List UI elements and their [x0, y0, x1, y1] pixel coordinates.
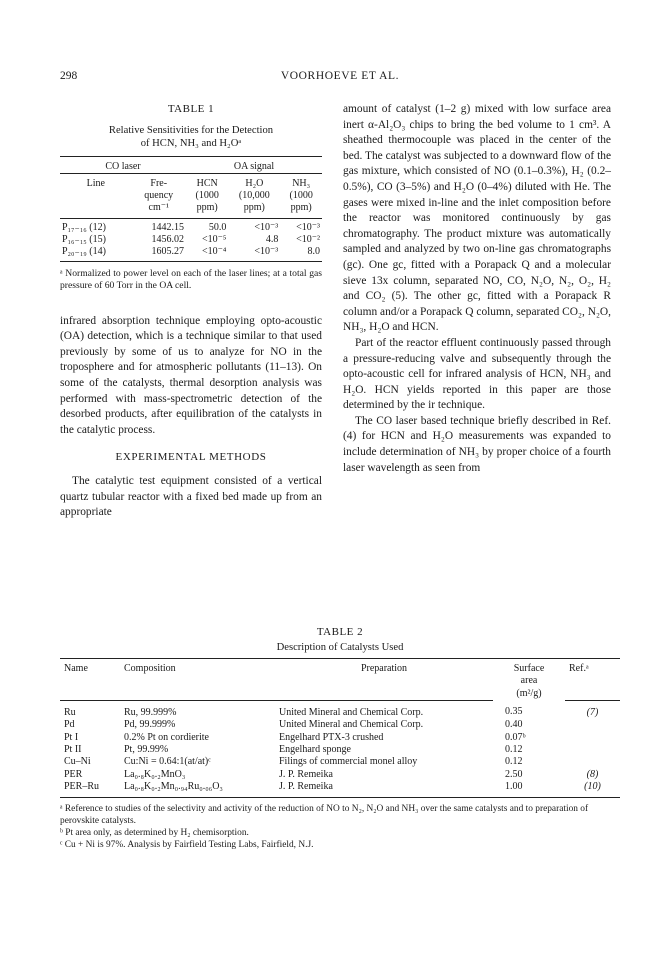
cell-ref — [565, 719, 620, 731]
cell-composition: Cu:Ni = 0.64:1(at/at)ᶜ — [124, 756, 211, 768]
table-row — [60, 246, 322, 262]
cell-composition: La₀.₈K₀.₂Mn₀.₉₄Ru₀.₀₆O₃ — [120, 781, 275, 797]
col-header-line: Line — [86, 177, 105, 189]
cell-ref: (7) — [586, 706, 599, 718]
col-header-ref: Ref.ᵃ — [565, 659, 620, 692]
table-row — [60, 700, 620, 719]
table-2-footnote-b: ᵇ Pt area only, as determined by H₂ chemisorption. — [60, 827, 249, 838]
table-1-grid — [60, 156, 322, 262]
cell-area: 0.40 — [505, 719, 523, 731]
page-number: 298 — [60, 70, 78, 82]
cell-preparation: Engelhard sponge — [279, 743, 351, 755]
cell-area: 0.07ᵇ — [505, 731, 526, 743]
cell-composition: Pd, 99.999% — [124, 719, 176, 731]
cell-line: P₁₆₋₁₅ (15) — [62, 233, 106, 245]
cell-ref — [565, 756, 620, 768]
cell-composition: Pt, 99.99% — [124, 743, 169, 755]
table-2 — [60, 626, 620, 851]
body-paragraph: The CO laser based technique briefly described in Ref. (4) for HCN and H₂O measurements was expanded to include determination of NH₃ by proper choice of a fourth laser wavelength as seen from — [343, 414, 611, 474]
table-row — [60, 218, 322, 234]
body-paragraph: Part of the reactor effluent continuously passed through a pressure-reducing valve and subsequently through the opto-acoustic cell for infrared analysis of HCN, NH₃ and H₂O. HCN yields reported in this paper are those determined by the ir technique. — [343, 336, 611, 412]
cell-preparation: United Mineral and Chemical Corp. — [279, 719, 424, 731]
cell-name: PER–Ru — [60, 781, 120, 797]
cell-frequency: 1442.15 — [132, 218, 186, 234]
table-1-label: TABLE 1 — [167, 103, 215, 115]
col-header-name: Name — [60, 659, 120, 692]
table-1 — [60, 102, 322, 292]
cell-composition: 0.2% Pt on cordierite — [124, 731, 209, 743]
cell-h2o: <10⁻³ — [228, 246, 280, 262]
table-row — [60, 781, 620, 797]
cell-name: Cu–Ni — [64, 756, 91, 768]
cell-name: Pt I — [64, 731, 79, 743]
cell-h2o: 4.8 — [265, 233, 279, 245]
cell-frequency: 1605.27 — [132, 246, 186, 262]
cell-nh3: <10⁻² — [296, 233, 320, 245]
cell-composition: La₀.₈K₀.₂MnO₃ — [124, 768, 186, 780]
table-1-footnote: ᵃ Normalized to power level on each of the laser lines; at a total gas pressure of 60 Torr in the OA cell. — [60, 267, 322, 291]
cell-name: Pd — [64, 719, 75, 731]
cell-area: 2.50 — [505, 768, 523, 780]
table-row — [60, 732, 620, 744]
running-head: VOORHOEVE ET AL. — [280, 70, 400, 82]
col-header-preparation: Preparation — [275, 659, 493, 692]
table-row — [60, 769, 620, 781]
cell-area: 0.35 — [505, 706, 523, 718]
cell-preparation: J. P. Remeika — [275, 781, 493, 797]
group-header-oa-signal: OA signal — [186, 156, 322, 173]
table-2-footnote-a: ᵃ Reference to studies of the selectivity and activity of the reduction of NO to N₂, N₂O and NH₃ over the same catalysts and to preparation of perovskite catalysts. — [60, 803, 589, 826]
table-2-label: TABLE 2 — [316, 626, 364, 638]
cell-preparation: United Mineral and Chemical Corp. — [279, 706, 424, 718]
cell-ref: (8) — [586, 768, 599, 780]
cell-hcn: 50.0 — [186, 218, 228, 234]
cell-name: PER — [64, 768, 83, 780]
col-header-h2o: H₂O (10,000 ppm) — [238, 177, 270, 213]
cell-nh3: <10⁻³ — [280, 218, 322, 234]
col-header-frequency: Fre- quency cm⁻¹ — [144, 177, 174, 213]
body-paragraph: The catalytic test equipment consisted of a vertical quartz tubular reactor with a fixed bed made up from an appropriate — [60, 474, 322, 519]
cell-area: 0.12 — [505, 756, 523, 768]
cell-frequency: 1456.02 — [151, 233, 184, 245]
cell-ref — [565, 744, 620, 756]
col-header-surface-area: Surface area (m²/g) — [493, 659, 565, 701]
table-row — [60, 719, 620, 731]
left-column — [60, 102, 322, 521]
table-row — [60, 234, 322, 246]
col-header-composition: Composition — [120, 659, 275, 692]
cell-area: 1.00 — [493, 781, 565, 797]
col-header-hcn: HCN (1000 ppm) — [195, 177, 219, 213]
table-row — [60, 756, 620, 768]
table-1-caption-line-1: Relative Sensitivities for the Detection — [108, 124, 274, 136]
cell-preparation: J. P. Remeika — [279, 768, 333, 780]
cell-nh3: 8.0 — [280, 246, 322, 262]
cell-hcn: <10⁻⁴ — [186, 246, 228, 262]
cell-ref — [565, 732, 620, 744]
table-1-caption — [60, 124, 322, 150]
cell-ref: (10) — [565, 781, 620, 797]
cell-name: Pt II — [64, 743, 82, 755]
page-header — [60, 70, 620, 86]
cell-preparation: Engelhard PTX-3 crushed — [279, 731, 384, 743]
cell-line: P₁₇₋₁₆ (12) — [60, 218, 132, 234]
right-column — [343, 102, 611, 476]
cell-composition: Ru, 99.999% — [124, 706, 177, 718]
cell-line: P₂₀₋₁₉ (14) — [60, 246, 132, 262]
table-row — [60, 744, 620, 756]
cell-preparation: Filings of commercial monel alloy — [279, 756, 418, 768]
table-2-footnote-c: ᶜ Cu + Ni is 97%. Analysis by Fairfield Testing Labs, Fairfield, N.J. — [60, 839, 314, 850]
cell-hcn: <10⁻⁵ — [201, 233, 227, 245]
cell-area: 0.12 — [505, 743, 523, 755]
body-paragraph: infrared absorption technique employing opto-acoustic (OA) detection, which is a technique similar to that used previously by some of us to analyze for NO in the troposphere and for atmospheric pollutants (11–13). On some of the catalysts, thermal desorption analysis was performed with mass-spectrometric detection of the desorbed products, after equilibration of the catalysts in the catalytic process. — [60, 314, 322, 436]
group-header-co-laser: CO laser — [60, 156, 186, 173]
table-2-footnotes — [60, 803, 620, 851]
body-paragraph: amount of catalyst (1–2 g) mixed with low surface area inert α-Al₂O₃ chips to bring the bed volume to 1 cm³. A sheathed thermocouple was placed in the center of the bed. The catalyst was subjected to a downward flow of the gas mixture, which consisted of NO (0.1–0.3%), H₂ (0.2–0.5%), CO (3–5%) and H₂O (0–4%) diluted with He. The gases were mixed in-line and the inlet composition before the reactor was monitored continuously by gas chromatography. The product mixture was automatically sampled and analyzed by two on-line gas chromatographs (gc). One gc, fitted with a Porapack Q and a molecular sieve 13x column, separated NO, CO, N₂O, N₂, O₂, H₂ and CO₂ (5). The other gc, fitted with a Porapack R column and/or a Porapack Q column, separated CO₂, N₂O, NH₃, H₂O and HCN. — [343, 103, 611, 334]
col-header-nh3: NH₃ (1000 ppm) — [289, 177, 313, 213]
cell-h2o: <10⁻³ — [228, 218, 280, 234]
table-2-grid — [60, 658, 620, 798]
section-heading: EXPERIMENTAL METHODS — [115, 451, 267, 464]
table-2-caption: Description of Catalysts Used — [276, 642, 404, 653]
table-1-caption-line-2: of HCN, NH₃ and H₂Oᵃ — [140, 137, 242, 149]
cell-name: Ru — [64, 706, 76, 718]
